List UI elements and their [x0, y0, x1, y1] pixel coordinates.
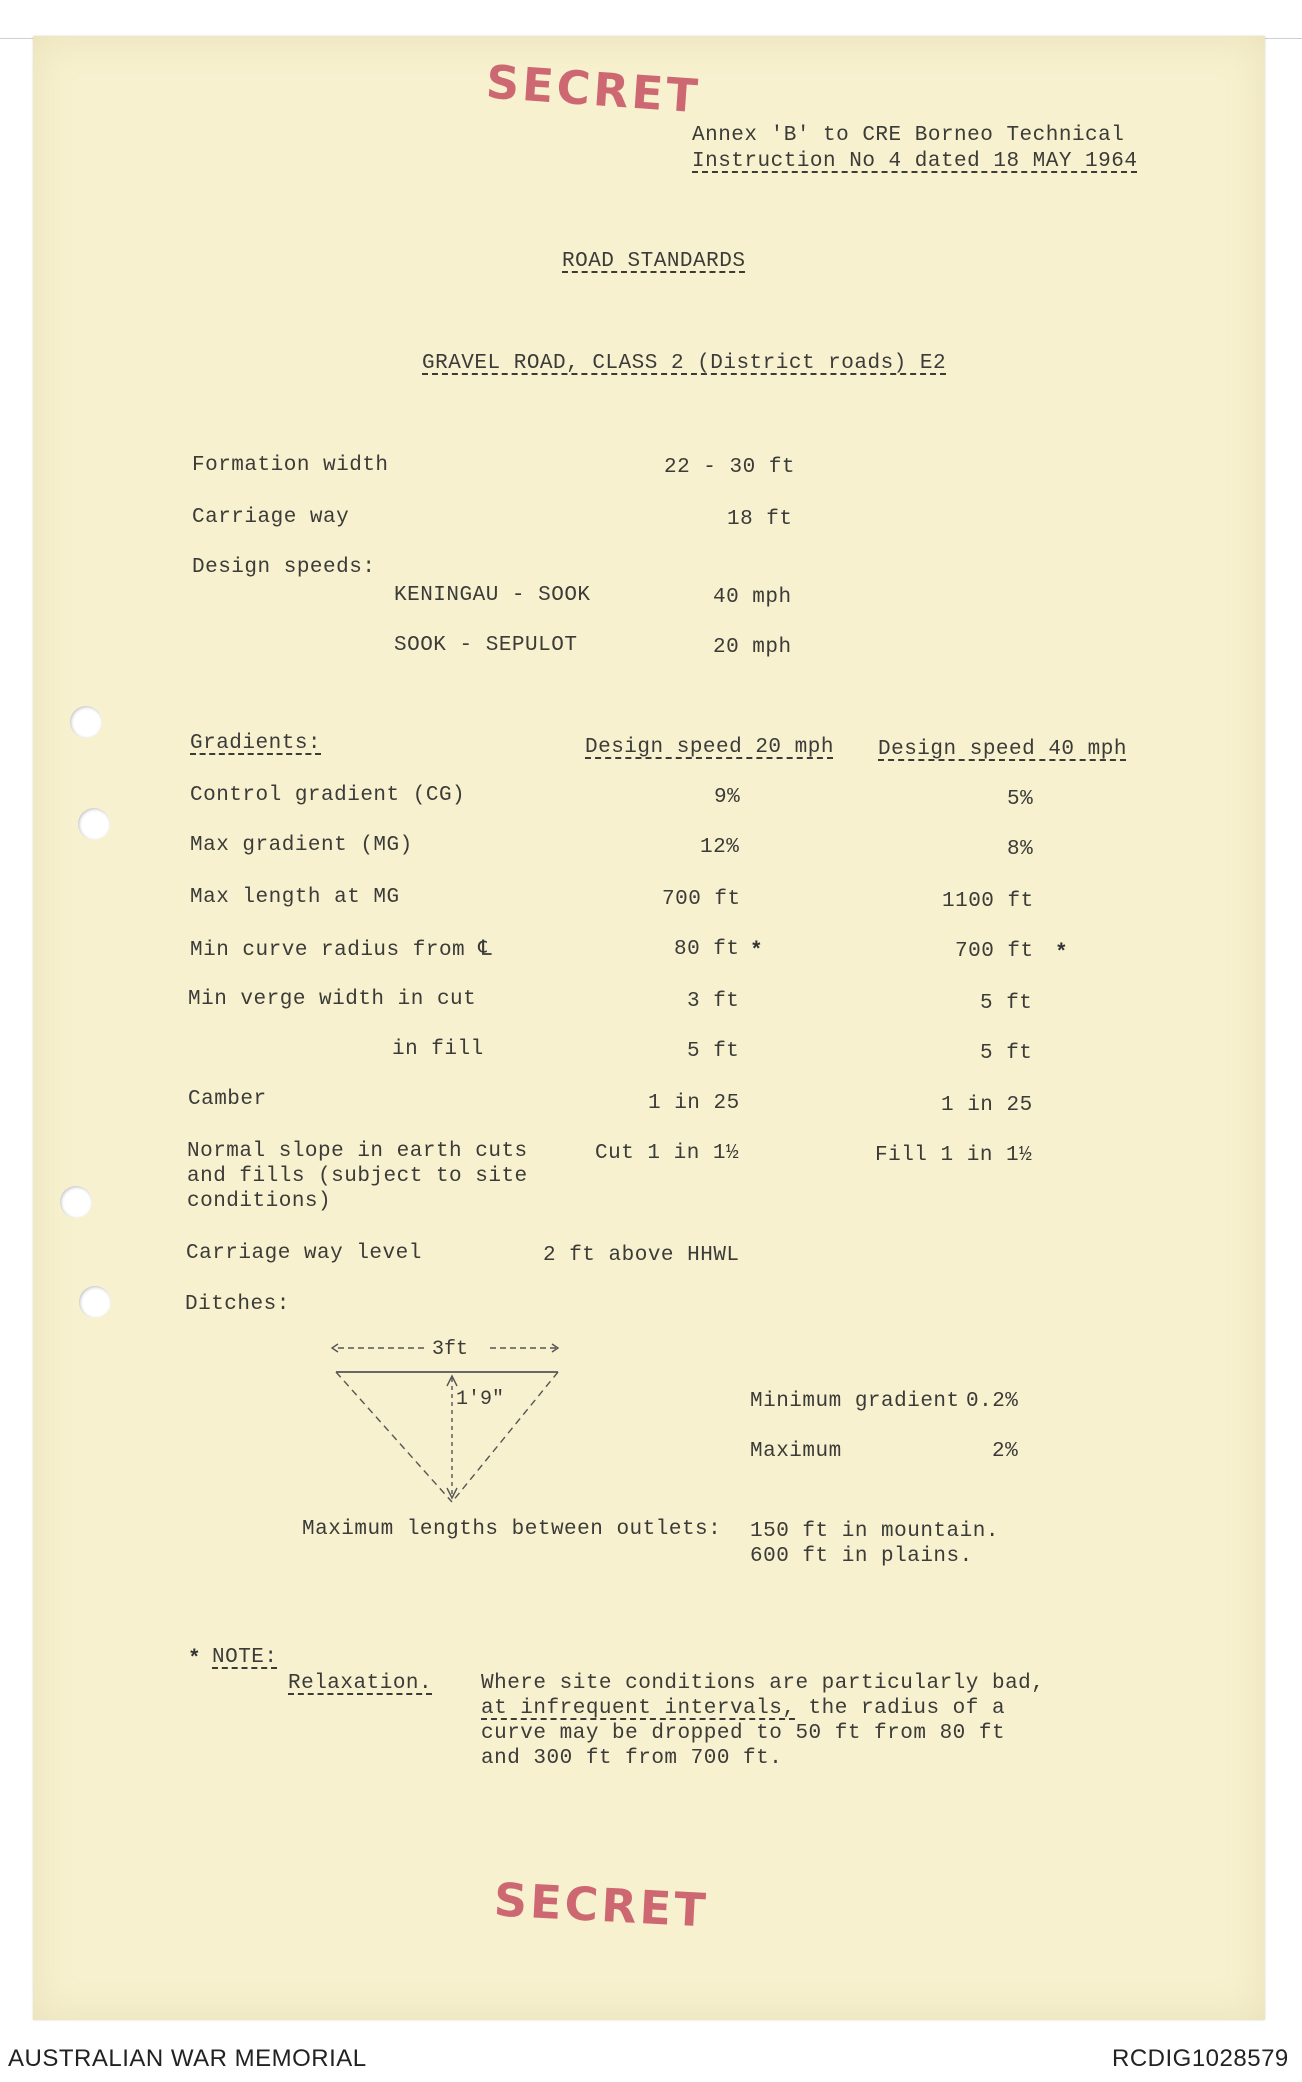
punch-hole	[60, 1186, 92, 1218]
ditch-depth-label: 1'9"	[456, 1388, 505, 1411]
note-label: NOTE:	[212, 1646, 278, 1669]
outlets-label: Maximum lengths between outlets:	[302, 1518, 722, 1541]
note-text-line-3: curve may be dropped to 50 ft from 80 ft	[481, 1722, 1006, 1745]
camber-label: Camber	[188, 1088, 267, 1111]
carriage-way-value: 18 ft	[727, 508, 793, 531]
speed-route: KENINGAU - SOOK	[394, 584, 591, 607]
note-text-line-4: and 300 ft from 700 ft.	[481, 1747, 783, 1770]
slope-40: Fill 1 in 1½	[875, 1144, 1033, 1167]
note-text-line-1: Where site conditions are particularly bad,	[481, 1672, 1045, 1695]
min-curve-40: 700 ft	[955, 940, 1034, 963]
footer-source: AUSTRALIAN WAR MEMORIAL	[8, 2045, 367, 2072]
max-ditch-gradient-value: 2%	[992, 1440, 1019, 1463]
carriage-way-label: Carriage way	[192, 506, 350, 529]
viewer-top-bar	[0, 0, 1302, 39]
footer-id: RCDIG1028579	[1112, 2045, 1289, 2072]
max-gradient-20: 12%	[700, 836, 740, 859]
verge-fill-40: 5 ft	[980, 1042, 1033, 1065]
min-gradient-label: Minimum gradient	[750, 1390, 960, 1413]
note-text-line-2-rest: the radius of a	[795, 1697, 1006, 1720]
verge-fill-20: 5 ft	[687, 1040, 740, 1063]
annex-line-1: Annex 'B' to CRE Borneo Technical	[692, 124, 1125, 147]
outlets-plains: 600 ft in plains.	[750, 1545, 973, 1568]
max-gradient-40: 8%	[1007, 838, 1034, 861]
slope-20: Cut 1 in 1½	[595, 1142, 740, 1165]
speed-value: 40 mph	[713, 586, 792, 609]
punch-hole	[79, 1286, 111, 1318]
verge-cut-20: 3 ft	[687, 990, 740, 1013]
gradients-label: Gradients:	[190, 732, 322, 755]
carriage-way-level-label: Carriage way level	[186, 1242, 422, 1265]
carriage-way-level-value: 2 ft above HHWL	[543, 1244, 740, 1267]
secret-stamp-bottom: SECRET	[492, 1872, 710, 1938]
max-ditch-gradient-label: Maximum	[750, 1440, 842, 1463]
ditches-label: Ditches:	[185, 1293, 290, 1316]
page-subtitle: GRAVEL ROAD, CLASS 2 (District roads) E2	[422, 352, 947, 375]
camber-20: 1 in 25	[648, 1092, 740, 1115]
note-asterisk: *	[188, 1648, 202, 1671]
relaxation-label: Relaxation.	[288, 1672, 433, 1695]
camber-40: 1 in 25	[941, 1094, 1033, 1117]
punch-hole	[78, 808, 110, 840]
max-length-40: 1100 ft	[942, 890, 1034, 913]
ditch-width-label: 3ft	[432, 1338, 469, 1361]
max-length-label: Max length at MG	[190, 886, 400, 909]
page-title: ROAD STANDARDS	[562, 250, 746, 273]
control-gradient-40: 5%	[1007, 788, 1034, 811]
speed-route: SOOK - SEPULOT	[394, 634, 578, 657]
asterisk-mark: *	[1055, 942, 1069, 965]
max-gradient-label: Max gradient (MG)	[190, 834, 413, 857]
note-text-line-2	[481, 1697, 1005, 1720]
verge-cut-40: 5 ft	[980, 992, 1033, 1015]
annex-line-2: Instruction No 4 dated 18 MAY 1964	[692, 150, 1138, 173]
ditch-cross-section-diagram	[320, 1330, 580, 1510]
formation-width-label: Formation width	[192, 454, 389, 477]
design-speeds-label: Design speeds:	[192, 556, 376, 579]
min-curve-20: 80 ft	[674, 938, 740, 961]
formation-width-value: 22 - 30 ft	[664, 456, 796, 479]
asterisk-mark: *	[750, 940, 764, 963]
outlets-mountain: 150 ft in mountain.	[750, 1520, 999, 1543]
verge-cut-label: Min verge width in cut	[188, 988, 477, 1011]
slope-label-line-2: and fills (subject to site	[187, 1165, 528, 1188]
slope-label-line-1: Normal slope in earth cuts	[187, 1140, 528, 1163]
max-length-20: 700 ft	[662, 888, 741, 911]
secret-stamp-top: SECRET	[484, 54, 703, 124]
verge-fill-label: in fill	[392, 1038, 484, 1061]
punch-hole	[70, 706, 102, 738]
control-gradient-20: 9%	[714, 786, 741, 809]
control-gradient-label: Control gradient (CG)	[190, 784, 466, 807]
col-header-20mph: Design speed 20 mph	[585, 736, 834, 759]
col-header-40mph: Design speed 40 mph	[878, 738, 1127, 761]
speed-value: 20 mph	[713, 636, 792, 659]
min-curve-label: Min curve radius from ℄	[190, 939, 493, 962]
note-emphasis: at infrequent intervals,	[481, 1697, 796, 1720]
slope-label-line-3: conditions)	[187, 1190, 332, 1213]
min-gradient-value: 0.2%	[966, 1390, 1019, 1413]
